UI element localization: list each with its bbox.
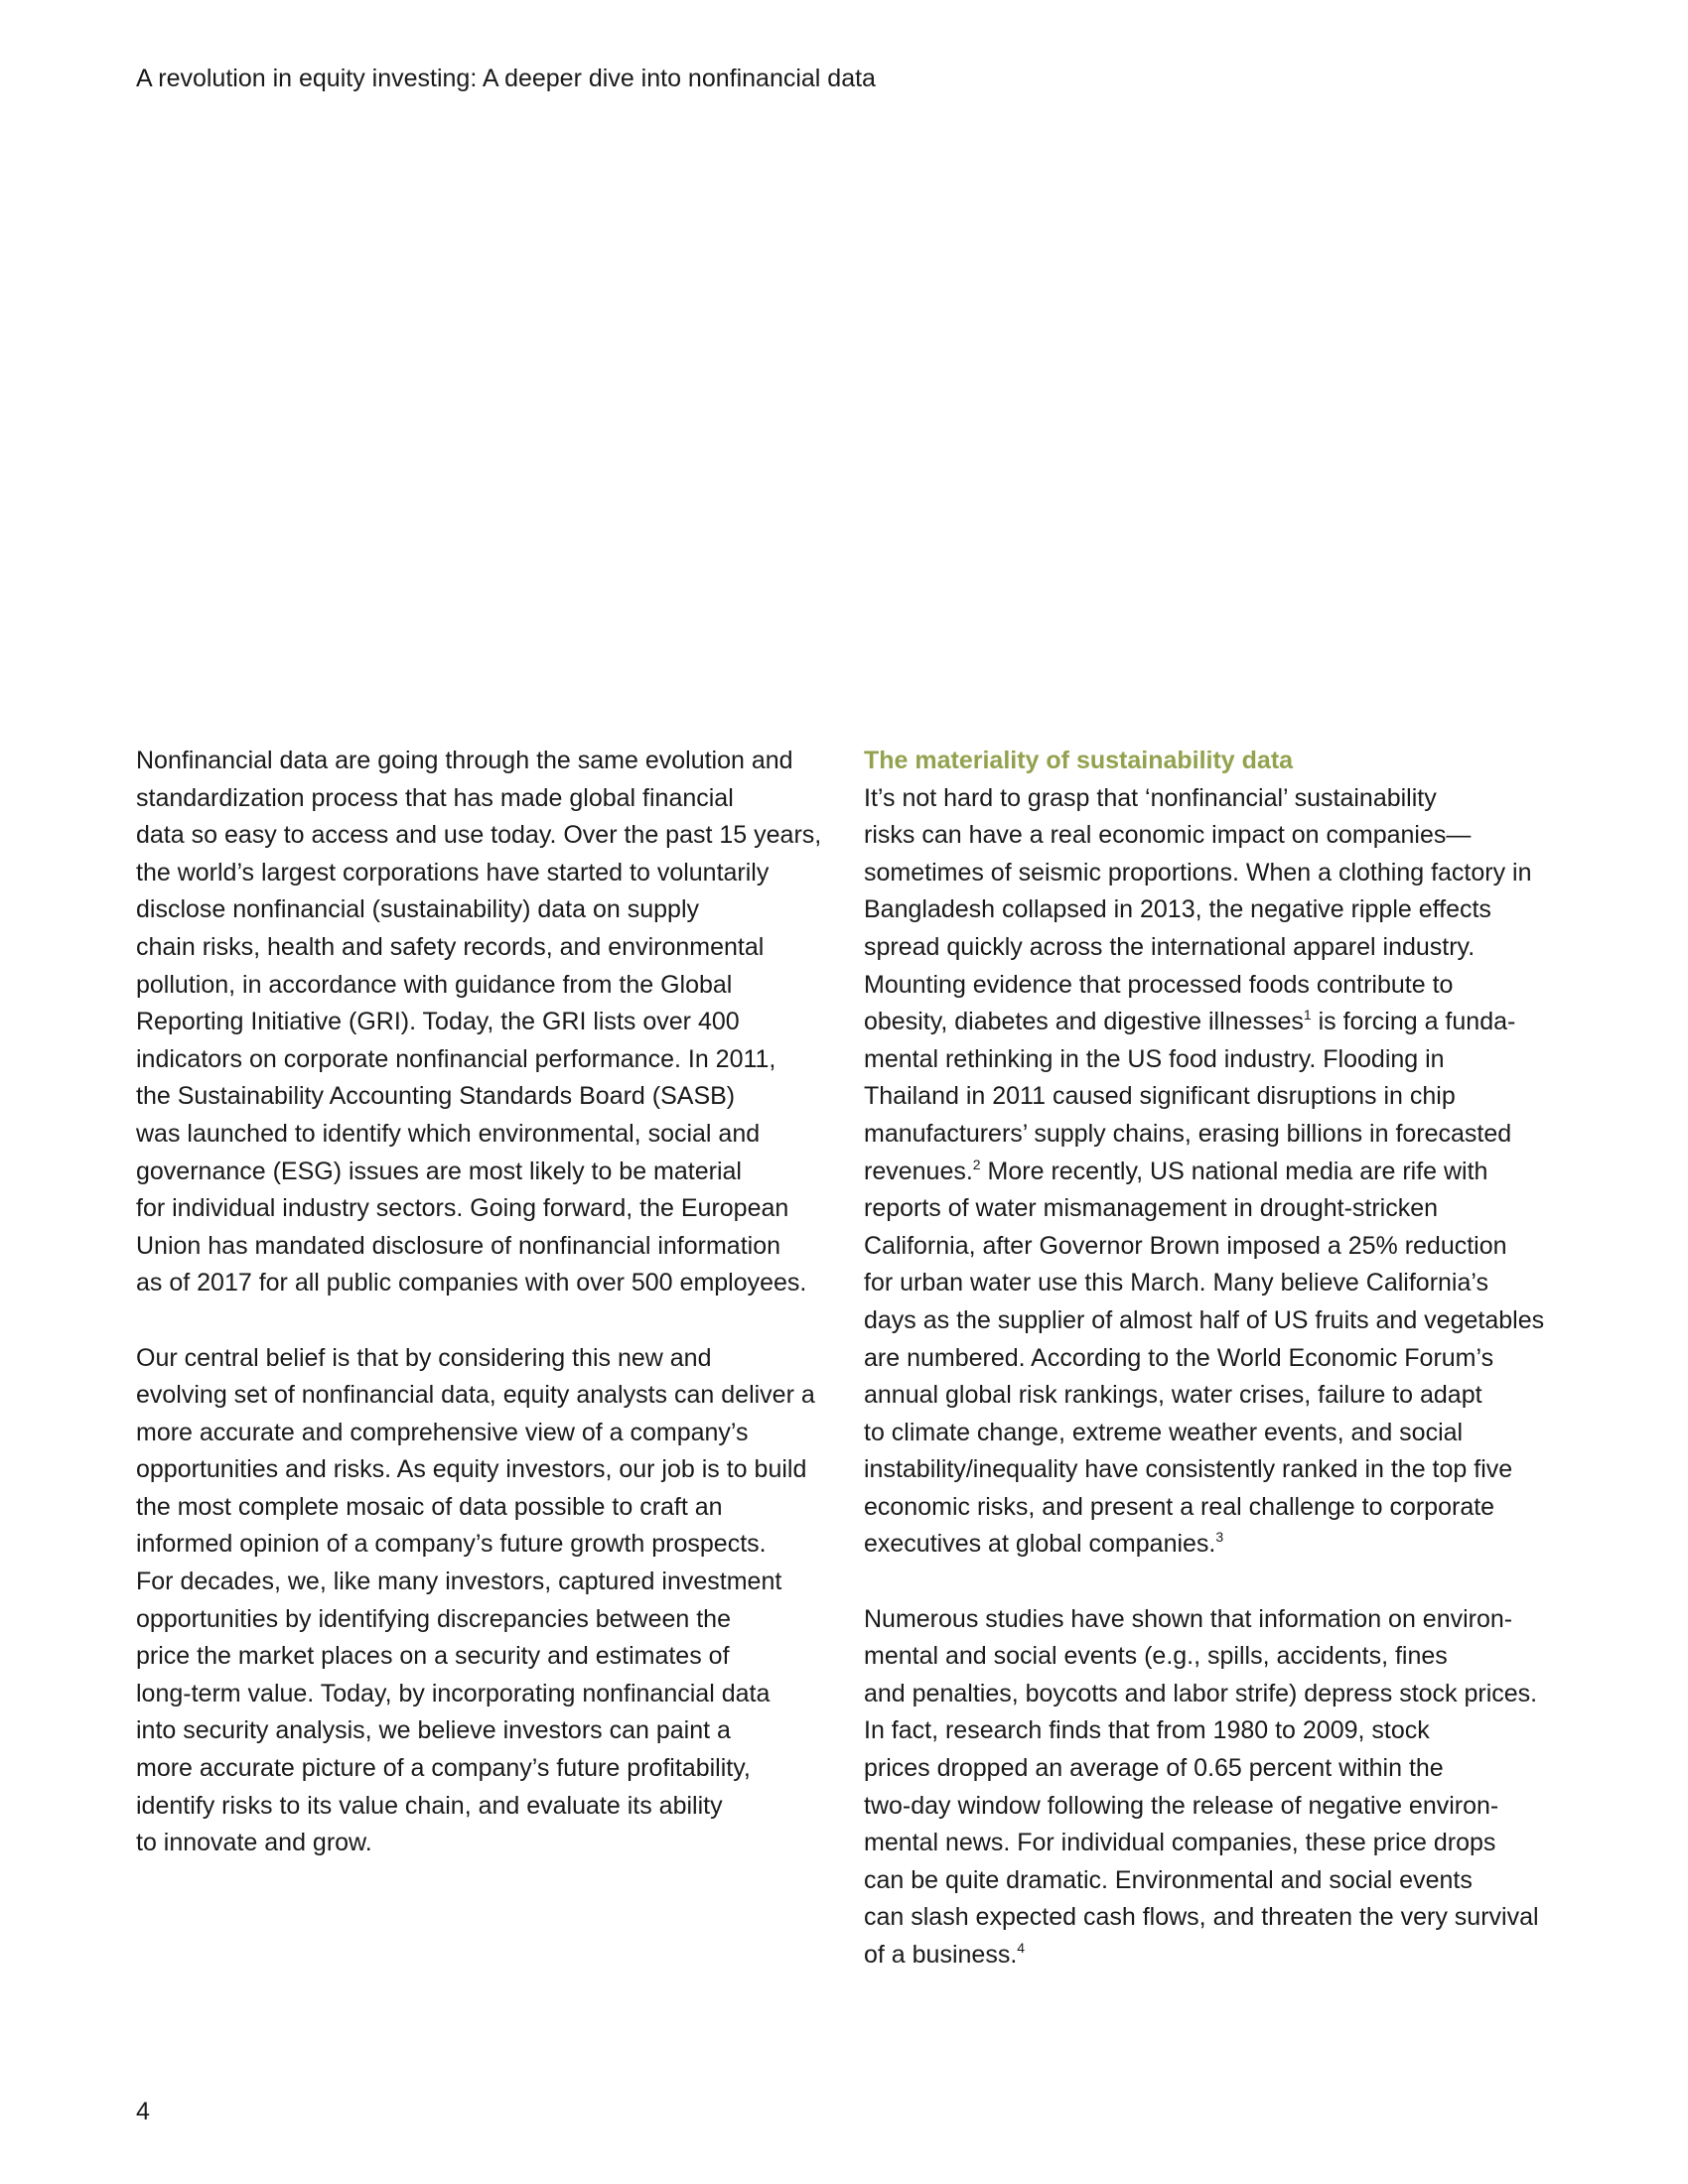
body-line: sometimes of seismic proportions. When a clothing factory in [864,858,1532,887]
body-line [864,1526,1559,1564]
body-line: and penalties, boycotts and labor strife) depress stock prices. [864,1679,1538,1707]
body-line: Nonfinancial data are going through the same evolution and [136,747,793,774]
body-line: indicators on corporate nonfinancial performance. In 2011, [136,1044,776,1073]
body-text: obesity, diabetes and digestive illnesses [864,1008,1304,1036]
body-line: identify risks to its value chain, and evaluate its ability [136,1791,723,1820]
body-line: For decades, we, like many investors, captured investment [136,1568,782,1596]
body-line: chain risks, health and safety records, and environmental [136,932,765,961]
paragraph-spacer [136,1302,831,1340]
right-column [864,743,1559,1975]
body-line: Union has mandated disclosure of nonfinancial information [136,1231,780,1260]
body-line: price the market places on a security and estimates of [136,1642,730,1671]
body-line: Numerous studies have shown that information on environ- [864,1604,1513,1633]
body-line: long-term value. Today, by incorporating nonfinancial data [136,1679,771,1707]
body-line: risks can have a real economic impact on companies— [864,821,1472,850]
intro-paragraph [136,743,831,1302]
running-header-title: A revolution in equity investing: A deeper dive into nonfinancial data [136,65,876,92]
body-line: Thailand in 2011 caused significant disruptions in chip [864,1082,1456,1111]
body-line: spread quickly across the international apparel industry. [864,932,1476,961]
footnote-ref[interactable]: 4 [1017,1940,1026,1956]
body-line: for urban water use this March. Many believe California’s [864,1269,1488,1297]
paragraph-spacer [864,1564,1559,1601]
body-line [864,1004,1559,1041]
body-line: informed opinion of a company’s future growth prospects. [136,1530,767,1559]
body-text: More recently, US national media are rife with [980,1157,1488,1185]
body-text: is forcing a funda- [1311,1008,1516,1036]
body-line: can slash expected cash flows, and threaten the very survival [864,1903,1539,1932]
footnote-ref[interactable]: 2 [972,1156,981,1172]
body-text: revenues. [864,1157,973,1185]
section-heading: The materiality of sustainability data [864,747,1294,774]
body-line: into security analysis, we believe investors can paint a [136,1716,731,1745]
body-line: can be quite dramatic. Environmental and social events [864,1865,1473,1894]
body-line: more accurate picture of a company’s future profitability, [136,1754,751,1783]
body-line: California, after Governor Brown imposed a 25% reduction [864,1231,1507,1260]
body-line: In fact, research finds that from 1980 to 2009, stock [864,1716,1430,1745]
body-line: more accurate and comprehensive view of a company’s [136,1418,749,1446]
body-line: mental and social events (e.g., spills, accidents, fines [864,1642,1448,1671]
body-line: governance (ESG) issues are most likely to be material [136,1157,742,1185]
body-line: economic risks, and present a real challenge to corporate [864,1492,1495,1521]
body-line: pollution, in accordance with guidance from the Global [136,970,733,999]
body-line: prices dropped an average of 0.65 percent within the [864,1754,1444,1783]
body-line: are numbered. According to the World Economic Forum’s [864,1343,1494,1372]
body-line [864,1154,1559,1191]
body-line: to innovate and grow. [136,1829,372,1857]
body-line [864,1937,1559,1975]
body-line: opportunities by identifying discrepancies between the [136,1604,731,1633]
body-line: disclose nonfinancial (sustainability) data on supply [136,895,699,924]
body-line: for individual industry sectors. Going forward, the European [136,1194,789,1223]
body-line: mental news. For individual companies, these price drops [864,1829,1496,1857]
body-line: Our central belief is that by considering this new and [136,1343,712,1372]
footnote-ref[interactable]: 1 [1303,1007,1312,1024]
body-line: reports of water mismanagement in drought-stricken [864,1194,1439,1223]
body-line: It’s not hard to grasp that ‘nonfinancial’ sustainability [864,783,1437,812]
body-line: mental rethinking in the US food industry. Flooding in [864,1044,1445,1073]
body-line: opportunities and risks. As equity investors, our job is to build [136,1455,807,1484]
body-line: standardization process that has made global financial [136,783,734,812]
left-column [136,743,831,1862]
central-belief-paragraph [136,1340,831,1862]
body-line: Mounting evidence that processed foods contribute to [864,970,1454,999]
body-line: days as the supplier of almost half of US fruits and vegetables [864,1305,1545,1334]
body-line: as of 2017 for all public companies with over 500 employees. [136,1269,807,1297]
body-line: Bangladesh collapsed in 2013, the negative ripple effects [864,895,1491,924]
body-line: the world’s largest corporations have started to voluntarily [136,858,770,887]
studies-paragraph [864,1601,1559,1975]
page-number: 4 [136,2098,150,2125]
body-line: instability/inequality have consistently ranked in the top five [864,1455,1513,1484]
body-text: of a business. [864,1941,1018,1969]
body-line: data so easy to access and use today. Over the past 15 years, [136,821,822,850]
body-line: manufacturers’ supply chains, erasing billions in forecasted [864,1119,1512,1148]
body-line: to climate change, extreme weather events, and social [864,1418,1464,1446]
body-line: was launched to identify which environmental, social and [136,1119,761,1148]
materiality-paragraph [864,780,1559,1564]
body-line: Reporting Initiative (GRI). Today, the GRI lists over 400 [136,1008,740,1036]
body-line: annual global risk rankings, water crises, failure to adapt [864,1381,1482,1410]
body-line: evolving set of nonfinancial data, equity analysts can deliver a [136,1381,815,1410]
body-line: the Sustainability Accounting Standards Board (SASB) [136,1082,736,1111]
body-text: executives at global companies. [864,1530,1216,1559]
body-line: two-day window following the release of negative environ- [864,1791,1499,1820]
body-line: the most complete mosaic of data possible to craft an [136,1492,723,1521]
footnote-ref[interactable]: 3 [1215,1529,1224,1546]
